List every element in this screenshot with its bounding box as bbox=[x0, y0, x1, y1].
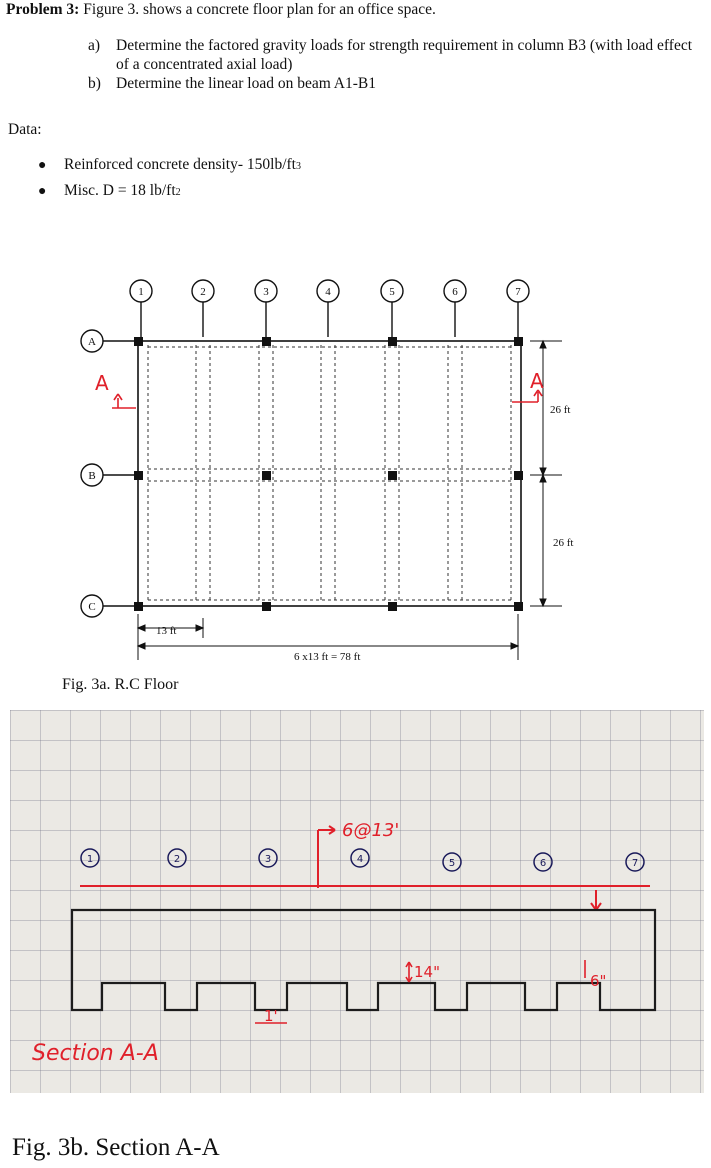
data-item: ● Reinforced concrete density- 150lb/ft 3 bbox=[38, 152, 301, 178]
part-a-text: Determine the factored gravity loads for strength requirement in column B3 (with load effect of a concentrated axial load) bbox=[116, 37, 693, 73]
column-bubble-6 bbox=[444, 280, 466, 337]
rib-depth-note: 14" bbox=[414, 963, 440, 981]
column-b3 bbox=[262, 471, 271, 480]
row-label: B bbox=[88, 470, 96, 482]
column-c7 bbox=[514, 602, 523, 611]
data-item-text: Reinforced concrete density- 150lb/ft bbox=[64, 156, 296, 173]
slab-outline bbox=[138, 341, 521, 606]
section-mark-right-label: A bbox=[530, 369, 544, 393]
column-a1 bbox=[134, 337, 143, 346]
sketch-column-label: 3 bbox=[264, 854, 272, 865]
bullet-icon: ● bbox=[38, 184, 47, 199]
bullet-icon: ● bbox=[38, 158, 47, 173]
problem-label: Problem 3: bbox=[6, 1, 80, 18]
column-b5 bbox=[388, 471, 397, 480]
part-a-label: a) bbox=[88, 37, 101, 54]
slab-depth-note: 6" bbox=[590, 972, 607, 990]
data-item: ● Misc. D = 18 lb/ft 2 bbox=[38, 178, 301, 204]
sketch-column-label: 6 bbox=[539, 858, 547, 869]
rib-width-note: 1' bbox=[264, 1007, 278, 1025]
dim-right-top: 26 ft bbox=[550, 404, 571, 416]
sketch-column-label: 1 bbox=[86, 854, 94, 865]
data-item-text: Misc. D = 18 lb/ft bbox=[64, 182, 176, 199]
sketch-bubble-5 bbox=[443, 853, 461, 871]
columns bbox=[134, 337, 523, 611]
part-b-text: Determine the linear load on beam A1-B1 bbox=[116, 75, 376, 92]
column-bubble-2 bbox=[192, 280, 214, 337]
column-a7 bbox=[514, 337, 523, 346]
column-a5 bbox=[388, 337, 397, 346]
column-c5 bbox=[388, 602, 397, 611]
row-bubble-b bbox=[81, 464, 138, 486]
sketch-grid-bubbles bbox=[81, 849, 644, 871]
part-b-label: b) bbox=[88, 75, 101, 92]
column-bubble-4 bbox=[317, 280, 339, 337]
column-c1 bbox=[134, 602, 143, 611]
column-b7 bbox=[514, 471, 523, 480]
sketch-bubble-1 bbox=[81, 849, 99, 867]
column-label: 5 bbox=[389, 286, 395, 298]
section-mark-left-label: A bbox=[95, 371, 109, 395]
fig3b-caption: Fig. 3b. Section A-A bbox=[12, 1134, 220, 1161]
sketch-bubble-7 bbox=[626, 853, 644, 871]
sketch-bubble-2 bbox=[168, 849, 186, 867]
column-bubble-1 bbox=[130, 280, 152, 337]
sketch-column-label: 5 bbox=[448, 858, 456, 869]
column-bubble-3 bbox=[255, 280, 277, 337]
sketch-bubble-6 bbox=[534, 853, 552, 871]
section-sketch bbox=[10, 710, 704, 1093]
sketch-bubble-3 bbox=[259, 849, 277, 867]
column-label: 2 bbox=[200, 286, 206, 298]
sketch-column-label: 2 bbox=[173, 854, 181, 865]
row-bubble-c bbox=[81, 595, 138, 617]
column-label: 3 bbox=[263, 286, 269, 298]
row-label: C bbox=[88, 601, 96, 613]
beam-dashed-lines bbox=[148, 345, 511, 602]
sketch-column-label: 4 bbox=[356, 854, 364, 865]
fig3a-caption: Fig. 3a. R.C Floor bbox=[62, 676, 179, 693]
problem-text: Figure 3. shows a concrete floor plan for an office space. bbox=[79, 1, 436, 18]
row-bubble-a bbox=[81, 330, 138, 352]
column-bubble-7 bbox=[507, 280, 529, 337]
column-label: 6 bbox=[452, 286, 458, 298]
sketch-title: Section A-A bbox=[32, 1041, 159, 1066]
dim-total: 6 x13 ft = 78 ft bbox=[294, 651, 361, 663]
column-b1 bbox=[134, 471, 143, 480]
column-bubble-5 bbox=[381, 280, 403, 337]
spacing-note: 6@13' bbox=[342, 820, 400, 841]
column-label: 4 bbox=[325, 286, 331, 298]
column-label: 1 bbox=[138, 286, 144, 298]
section-outline bbox=[72, 910, 655, 1010]
data-heading: Data: bbox=[8, 121, 42, 138]
dim-bay: 13 ft bbox=[156, 625, 177, 637]
column-c3 bbox=[262, 602, 271, 611]
section-mark-left bbox=[112, 394, 136, 408]
section-sketch-photo bbox=[10, 710, 704, 1093]
column-a3 bbox=[262, 337, 271, 346]
column-label: 7 bbox=[515, 286, 521, 298]
sketch-bubble-4 bbox=[351, 849, 369, 867]
row-label: A bbox=[88, 336, 96, 348]
sketch-column-label: 7 bbox=[631, 858, 639, 869]
dim-right-bottom: 26 ft bbox=[553, 537, 574, 549]
